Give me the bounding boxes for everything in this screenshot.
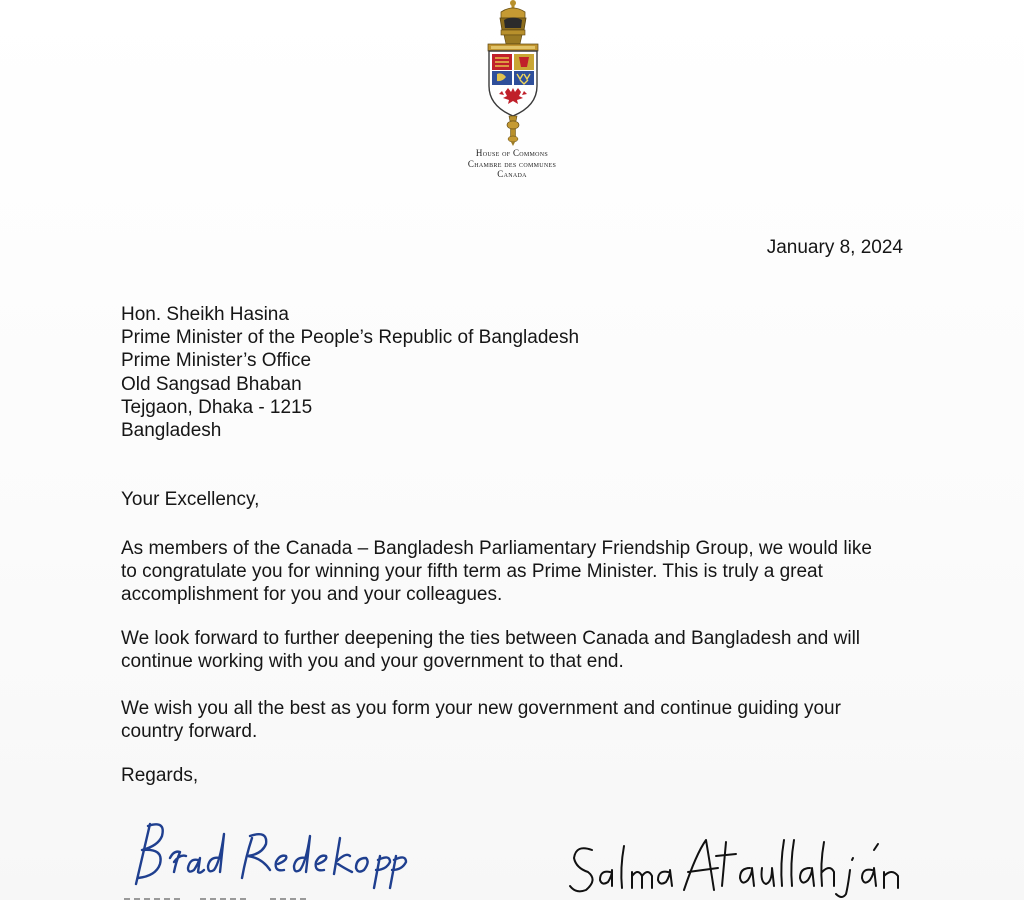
paragraph-line: continue working with you and your government to that end. (121, 651, 624, 673)
paragraph-line: country forward. (121, 721, 258, 743)
paragraph-line: accomplishment for you and your colleagues. (121, 584, 503, 606)
salutation: Your Excellency, (121, 489, 260, 510)
body-paragraph-wishes (121, 697, 911, 743)
paragraph-line: As members of the Canada – Bangladesh Parliamentary Friendship Group, we would like (121, 538, 872, 559)
crown-icon (500, 0, 526, 35)
body-paragraph-ties (121, 627, 911, 673)
address-line: Hon. Sheikh Hasina (121, 304, 289, 325)
address-line: Old Sangsad Bhaban (121, 373, 302, 395)
closing: Regards, (121, 765, 199, 786)
cut-off-text-fragment (120, 894, 320, 900)
paragraph-line: to congratulate you for winning your fifth term as Prime Minister. This is truly a great (121, 561, 823, 583)
house-of-commons-crest-icon (471, 0, 555, 146)
letterhead-line-3: Canada (497, 169, 527, 179)
signature-right (566, 828, 906, 900)
address-line: Prime Minister of the People’s Republic of Bangladesh (121, 327, 580, 349)
letterhead-line-1: House of Commons (475, 148, 549, 158)
letterhead-line-2: Chambre des communes (467, 158, 557, 169)
letter-date: January 8, 2024 (766, 237, 903, 258)
recipient-address (121, 303, 579, 442)
shield-icon (489, 51, 537, 116)
address-line: Prime Minister’s Office (121, 350, 312, 372)
paragraph-line: We wish you all the best as you form your new government and continue guiding your (121, 698, 841, 719)
address-line: Bangladesh (121, 420, 222, 442)
body-paragraph-congratulations (121, 537, 911, 607)
letterhead (412, 148, 612, 180)
signature-left (128, 812, 408, 892)
paragraph-line: We look forward to further deepening the ties between Canada and Bangladesh and will (121, 628, 861, 649)
address-line: Tejgaon, Dhaka - 1215 (121, 396, 313, 418)
